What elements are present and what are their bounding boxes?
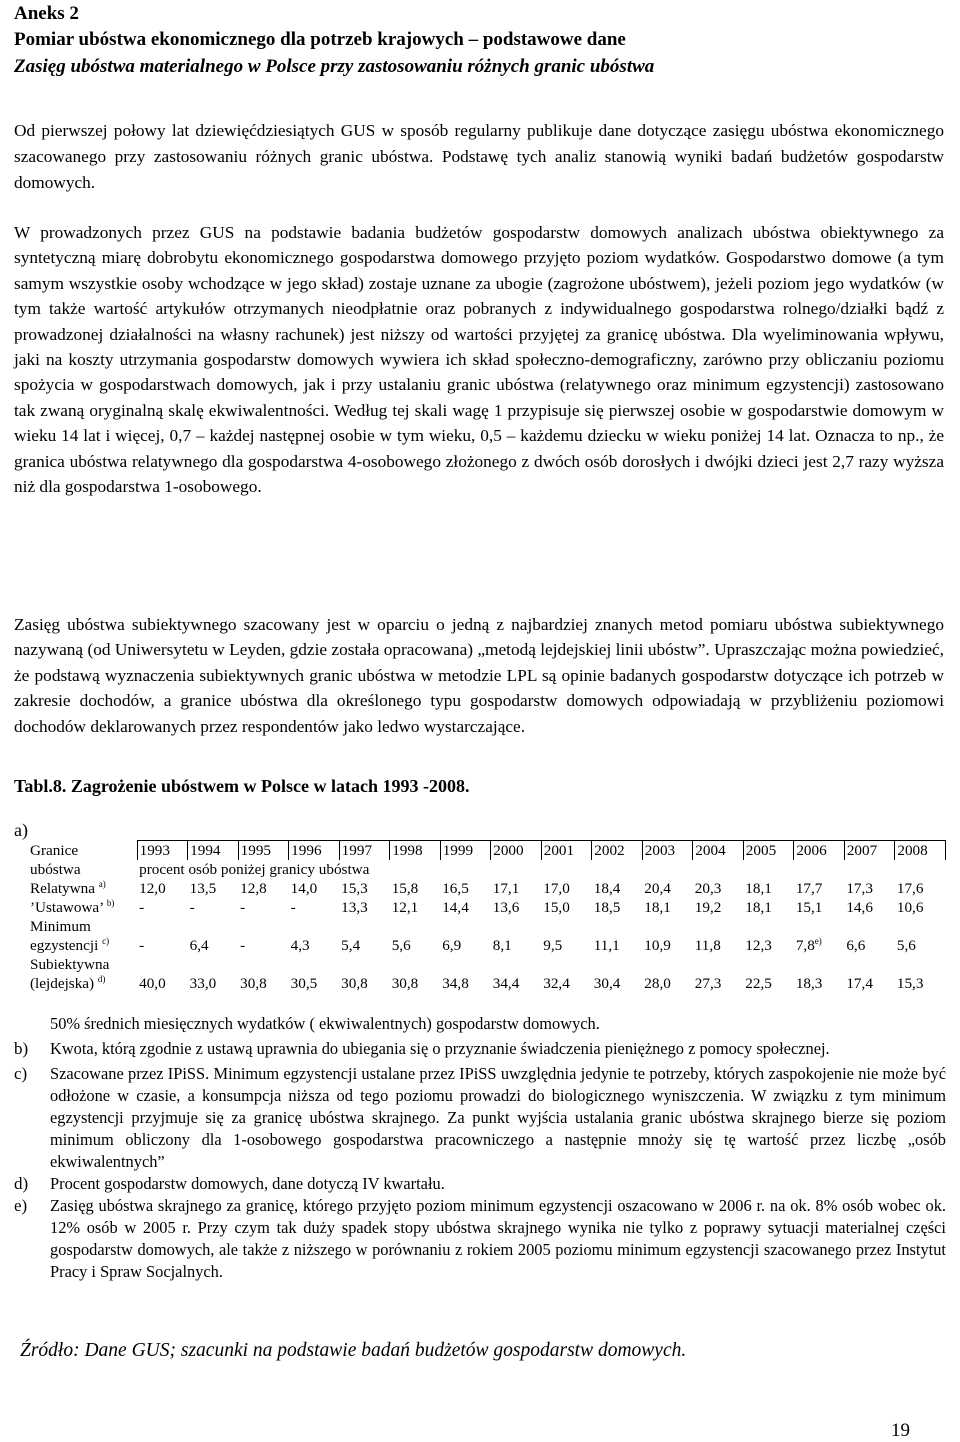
- header-label-granice: Granice: [30, 841, 79, 859]
- empty-cell: [289, 917, 340, 936]
- value-cell: [844, 936, 895, 955]
- empty-cell: [491, 917, 542, 936]
- value-text: 9,5: [543, 937, 563, 954]
- year-cell: 2001: [541, 841, 592, 861]
- value-text: 5,6: [391, 937, 411, 954]
- year-cell: 2008: [895, 841, 946, 861]
- footnote-item: [14, 1063, 946, 1173]
- empty-cell: [895, 917, 946, 936]
- value-text: 18,1: [644, 899, 671, 916]
- footnote-text: Szacowane przez IPiSS. Minimum egzystencji ustalane przez IPiSS uwzględnia jedynie te potrzeby, których zaspokojenie nie może być odłożone w czasie, a konsumpcja niższa od tego poziomu prowadzi do biologicznego wyniszczenia. W związku z tym minimum egzystencji przyjmuje się za granicę ubóstwa skrajnego. Za punkt wyjścia ustalania granic ubóstwa skrajnego bierze się poziom minimum obliczony dla 1-osobowego gospodarstwa pracowniczego a następnie mnoży się tę wartość przez liczbę „osób ekwiwalentnych”: [50, 1064, 946, 1171]
- value-cell: [895, 879, 946, 898]
- value-text: 6,4: [189, 937, 209, 954]
- value-cell: [137, 974, 188, 993]
- value-text: 15,0: [543, 899, 570, 916]
- paragraph-subjective-poverty: Zasięg ubóstwa subiektywnego szacowany jest w oparciu o jedną z najbardziej znanych metod pomiaru ubóstwa subiektywnego nazywaną (od Uniwersytetu w Leyden, gdzie została opracowana) „metodą lejdejskiej linii ubóstw”. Upraszczając można powiedzieć, że podstawą wyznaczenia subiektywnych granic ubóstwa w metodzie LPL są opinie badanych gospodarstw dotyczące ich potrzeb w zakresie dochodów, a granice ubóstwa dla określonego typu gospodarstw domowych odpowiadają w przybliżeniu poziomowi dochodów deklarowanych przez respondentów jako ledwo wystarczające.: [14, 615, 944, 736]
- header-label-ubostwa: ubóstwa: [30, 861, 81, 878]
- value-cell: [743, 879, 794, 898]
- value-text: -: [240, 937, 246, 954]
- footnote-text: Kwota, którą zgodnie z ustawą uprawnia do ubiegania się o przyznanie świadczenia pieniężnego z pomocy społecznej.: [50, 1039, 830, 1058]
- empty-cell: [642, 917, 693, 936]
- empty-cell: [188, 955, 239, 974]
- value-text: 20,4: [644, 880, 671, 897]
- table-unit-row: [28, 860, 946, 879]
- year-cell: 1994: [188, 841, 239, 861]
- table-row: [28, 936, 946, 955]
- year-cell: 1997: [339, 841, 390, 861]
- value-text: 20,3: [694, 880, 722, 897]
- year-cell: 1996: [289, 841, 340, 861]
- value-cell: [390, 936, 441, 955]
- empty-cell: [289, 955, 340, 974]
- value-cell: [794, 898, 845, 917]
- footnote-marker: d): [97, 973, 106, 984]
- row-label: [28, 974, 137, 993]
- row-label: [28, 898, 137, 917]
- value-text: 18,4: [593, 880, 621, 897]
- year-cell: 2005: [743, 841, 794, 861]
- value-cell: [339, 936, 390, 955]
- row-label-text: ’Ustawowa’: [30, 899, 104, 916]
- value-cell: [794, 879, 845, 898]
- empty-cell: [693, 955, 744, 974]
- table-row: [28, 879, 946, 898]
- empty-cell: [693, 917, 744, 936]
- empty-cell: [541, 955, 592, 974]
- empty-cell: [592, 917, 643, 936]
- table-row: [28, 955, 946, 974]
- value-cell: [289, 936, 340, 955]
- row-label-text: (lejdejska): [30, 975, 95, 992]
- value-text: 34,4: [492, 975, 520, 992]
- empty-cell: [440, 955, 491, 974]
- value-cell: [541, 974, 592, 993]
- footnotes: [14, 1013, 946, 1283]
- value-cell: [137, 879, 188, 898]
- value-cell: [491, 898, 542, 917]
- empty-cell: [137, 955, 188, 974]
- annex-heading: Aneks 2: [14, 3, 79, 24]
- page-number: 19: [891, 1420, 910, 1441]
- empty-cell: [794, 917, 845, 936]
- table-row: [28, 974, 946, 993]
- value-text: 6,9: [442, 937, 462, 954]
- value-cell: [794, 936, 845, 955]
- value-cell: [743, 936, 794, 955]
- value-text: 13,6: [492, 899, 520, 916]
- value-text: 17,4: [846, 975, 873, 992]
- paragraph-objective-poverty: W prowadzonych przez GUS na podstawie badania budżetów gospodarstw domowych analizach ubóstwa obiektywnego za syntetyczną miarę dobrobytu ekonomicznego gospodarstwa domowego przyjęto poziom wydatków. Gospodarstwo domowe (a tym samym wszystkie osoby wchodzące w jego skład) zostaje uznane za ubogie (zagrożone ubóstwem), jeżeli poziom jego wydatków (w tym także wartość artykułów otrzymanych nieodpłatnie oraz pobranych z indywidualnego gospodarstwa rolnego/działki bądź z prowadzonej działalności na własny rachunek) jest niższy od wartości przyjętej za granicę ubóstwa. Dla wyeliminowania wpływu, jaki na koszty utrzymania gospodarstw domowych wywiera ich skład społeczno-demograficzny, zarówno przy obliczaniu poziomu spożycia w gospodarstwach domowych, jak i przy ustalaniu granic ubóstwa (relatywnego oraz minimum egzystencji) zastosowano tak zwaną oryginalną skalę ekwiwalentności. Według tej skali wagę 1 przypisuje się pierwszej osobie w gospodarstwie domowym w wieku 14 lat i więcej, 0,7 – każdej następnej osobie w tym wieku, 0,5 – każdemu dziecku w wieku poniżej 14 lat. Oznacza to np., że granica ubóstwa relatywnego dla gospodarstwa 4-osobowego złożonego z dwóch osób dorosłych i dwójki dzieci jest 2,7 razy wyższa niż dla gospodarstwa 1-osobowego.: [14, 223, 944, 497]
- value-text: 22,5: [745, 975, 772, 992]
- value-cell: [390, 974, 441, 993]
- value-cell: [844, 898, 895, 917]
- table-row: [28, 898, 946, 917]
- row-label-text: egzystencji: [30, 937, 99, 954]
- row-label: [28, 917, 137, 936]
- value-text: 5,4: [341, 937, 361, 954]
- value-text: 10,9: [644, 937, 671, 954]
- value-cell: [693, 879, 744, 898]
- empty-cell: [895, 955, 946, 974]
- value-text: 17,0: [543, 880, 570, 897]
- empty-cell: [339, 917, 390, 936]
- value-cell: [743, 974, 794, 993]
- value-cell: [541, 879, 592, 898]
- value-cell: [541, 936, 592, 955]
- value-text: 28,0: [644, 975, 671, 992]
- value-text: 18,3: [795, 975, 823, 992]
- value-text: 17,7: [795, 880, 823, 897]
- value-cell: [188, 936, 239, 955]
- year-cell: 1995: [238, 841, 289, 861]
- value-text: 5,6: [896, 937, 916, 954]
- empty-cell: [440, 917, 491, 936]
- value-text: -: [290, 899, 296, 916]
- footnote-marker: [14, 1013, 50, 1035]
- footnote-text: Zasięg ubóstwa skrajnego za granicę, którego przyjęto poziom minimum egzystencji oszacowano w 2006 r. na ok. 8% osób wobec ok. 12% osób w 2005 r. Przy czym tak duży spadek stopy ubóstwa skrajnego wynika nie tylko z poprawy sytuacji materialnej części gospodarstw domowych, ale także z niższego w porównaniu z rokiem 2005 poziomu minimum egzystencji szacowanego przez Instytut Pracy i Spraw Socjalnych.: [50, 1196, 946, 1281]
- value-text: 11,8: [694, 937, 721, 954]
- value-cell: [238, 974, 289, 993]
- value-text: 12,1: [391, 899, 419, 916]
- value-text: 18,1: [745, 880, 772, 897]
- year-cell: 2004: [693, 841, 744, 861]
- row-label-text: Subiektywna: [30, 956, 110, 973]
- value-cell: [137, 936, 188, 955]
- value-text: 14,0: [290, 880, 318, 897]
- value-text: 4,3: [290, 937, 310, 954]
- value-cell: [289, 974, 340, 993]
- value-cell: [440, 879, 491, 898]
- row-label-text: Relatywna: [30, 880, 95, 897]
- footnote-item: [14, 1173, 946, 1195]
- value-cell: [188, 898, 239, 917]
- value-cell: [642, 974, 693, 993]
- year-cell: 2000: [491, 841, 542, 861]
- source-note: Źródło: Dane GUS; szacunki na podstawie badań budżetów gospodarstw domowych.: [20, 1340, 687, 1361]
- empty-cell: [137, 917, 188, 936]
- row-label: [28, 936, 137, 955]
- footnote-marker: a): [98, 878, 106, 889]
- document-subtitle: Zasięg ubóstwa materialnego w Polsce przy zastosowaniu różnych granic ubóstwa: [14, 56, 655, 77]
- value-cell: [592, 898, 643, 917]
- value-cell: [693, 974, 744, 993]
- value-text: 14,6: [846, 899, 873, 916]
- footnote-item: [14, 1013, 946, 1035]
- value-cell: [339, 974, 390, 993]
- value-cell: [289, 879, 340, 898]
- value-cell: [592, 936, 643, 955]
- value-text: 18,1: [745, 899, 772, 916]
- value-text: 33,0: [189, 975, 217, 992]
- value-cell: [188, 974, 239, 993]
- value-cell: [440, 936, 491, 955]
- value-text: 30,8: [341, 975, 368, 992]
- empty-cell: [238, 955, 289, 974]
- value-cell: [238, 898, 289, 917]
- year-cell: 2002: [592, 841, 643, 861]
- year-cell: 1998: [390, 841, 441, 861]
- value-cell: [440, 898, 491, 917]
- value-cell: [642, 898, 693, 917]
- value-text: 7,8: [795, 937, 815, 954]
- footnote-text: 50% średnich miesięcznych wydatków ( ekwiwalentnych) gospodarstw domowych.: [50, 1014, 600, 1033]
- paragraph-intro: Od pierwszej połowy lat dziewięćdziesiątych GUS w sposób regularny publikuje dane dotyczące zasięgu ubóstwa ekonomicznego szacowanego przy zastosowaniu różnych granic ubóstwa. Podstawę tych analiz stanowią wyniki badań budżetów gospodarstw domowych.: [14, 121, 944, 192]
- value-cell: [693, 936, 744, 955]
- footnote-item: [14, 1038, 946, 1060]
- footnote-marker: b): [14, 1039, 29, 1058]
- value-text: 17,1: [492, 880, 520, 897]
- footnote-marker: d): [14, 1174, 29, 1193]
- year-cell: 2006: [794, 841, 845, 861]
- value-cell: [390, 898, 441, 917]
- table-subtitle: a): [14, 820, 28, 840]
- value-cell: [339, 898, 390, 917]
- value-text: 12,3: [745, 937, 772, 954]
- value-text: 32,4: [543, 975, 570, 992]
- unit-label: procent osób poniżej granicy ubóstwa: [139, 861, 370, 878]
- empty-cell: [743, 955, 794, 974]
- value-cell: [440, 974, 491, 993]
- value-cell: [541, 898, 592, 917]
- value-text: -: [139, 899, 145, 916]
- value-text: 13,3: [341, 899, 368, 916]
- value-text: 10,6: [896, 899, 924, 916]
- footnote-text: Procent gospodarstw domowych, dane dotyczą IV kwartału.: [50, 1174, 445, 1193]
- value-text: 12,8: [240, 880, 267, 897]
- value-text: -: [139, 937, 145, 954]
- year-cell: 1999: [440, 841, 491, 861]
- value-text: 15,3: [896, 975, 924, 992]
- value-cell: [895, 974, 946, 993]
- value-text: 12,0: [139, 880, 166, 897]
- value-cell: [390, 879, 441, 898]
- row-label: [28, 955, 137, 974]
- footnote-marker: c): [102, 935, 110, 946]
- value-cell: [491, 879, 542, 898]
- value-text: 15,3: [341, 880, 368, 897]
- value-text: 30,8: [240, 975, 267, 992]
- year-cell: 1993: [137, 841, 188, 861]
- value-cell: [794, 974, 845, 993]
- footnote-marker: e): [14, 1196, 28, 1215]
- table-header-row: [28, 841, 946, 861]
- value-text: 30,8: [391, 975, 419, 992]
- value-text: 18,5: [593, 899, 621, 916]
- empty-cell: [592, 955, 643, 974]
- empty-cell: [339, 955, 390, 974]
- value-cell: [895, 898, 946, 917]
- value-cell: [137, 898, 188, 917]
- value-cell: [844, 879, 895, 898]
- empty-cell: [541, 917, 592, 936]
- value-text: 15,1: [795, 899, 823, 916]
- empty-cell: [390, 917, 441, 936]
- value-text: 6,6: [846, 937, 866, 954]
- value-text: 27,3: [694, 975, 722, 992]
- footnote-marker: b): [106, 897, 115, 908]
- empty-cell: [743, 917, 794, 936]
- value-text: 8,1: [492, 937, 512, 954]
- value-text: -: [240, 899, 246, 916]
- value-cell: [592, 974, 643, 993]
- footnote-marker: c): [14, 1064, 28, 1083]
- value-text: 30,4: [593, 975, 621, 992]
- value-text: 13,5: [189, 880, 217, 897]
- value-text: 34,8: [442, 975, 469, 992]
- value-cell: [592, 879, 643, 898]
- empty-cell: [491, 955, 542, 974]
- table-row: [28, 917, 946, 936]
- value-text: 17,3: [846, 880, 873, 897]
- empty-cell: [642, 955, 693, 974]
- row-label: [28, 879, 137, 898]
- value-cell: [238, 936, 289, 955]
- value-cell: [844, 974, 895, 993]
- value-cell: [491, 974, 542, 993]
- value-text: 14,4: [442, 899, 469, 916]
- empty-cell: [188, 917, 239, 936]
- row-label-text: Minimum: [30, 918, 91, 935]
- value-cell: [491, 936, 542, 955]
- empty-cell: [390, 955, 441, 974]
- value-text: 15,8: [391, 880, 419, 897]
- year-cell: 2007: [844, 841, 895, 861]
- value-cell: [642, 879, 693, 898]
- empty-cell: [844, 917, 895, 936]
- footnote-item: [14, 1195, 946, 1283]
- empty-cell: [238, 917, 289, 936]
- value-text: 11,1: [593, 937, 620, 954]
- value-cell: [693, 898, 744, 917]
- document-title: Pomiar ubóstwa ekonomicznego dla potrzeb krajowych – podstawowe dane: [14, 29, 626, 50]
- value-cell: [289, 898, 340, 917]
- value-cell: [339, 879, 390, 898]
- footnote-marker: e): [814, 935, 822, 946]
- year-cell: 2003: [642, 841, 693, 861]
- empty-cell: [794, 955, 845, 974]
- value-text: 19,2: [694, 899, 722, 916]
- empty-cell: [844, 955, 895, 974]
- value-text: 16,5: [442, 880, 469, 897]
- value-text: -: [189, 899, 195, 916]
- value-text: 30,5: [290, 975, 318, 992]
- value-text: 17,6: [896, 880, 924, 897]
- value-cell: [743, 898, 794, 917]
- poverty-table: [28, 840, 946, 993]
- value-cell: [238, 879, 289, 898]
- value-cell: [895, 936, 946, 955]
- value-cell: [188, 879, 239, 898]
- value-text: 40,0: [139, 975, 166, 992]
- value-cell: [642, 936, 693, 955]
- table-title: Tabl.8. Zagrożenie ubóstwem w Polsce w latach 1993 -2008.: [14, 776, 470, 796]
